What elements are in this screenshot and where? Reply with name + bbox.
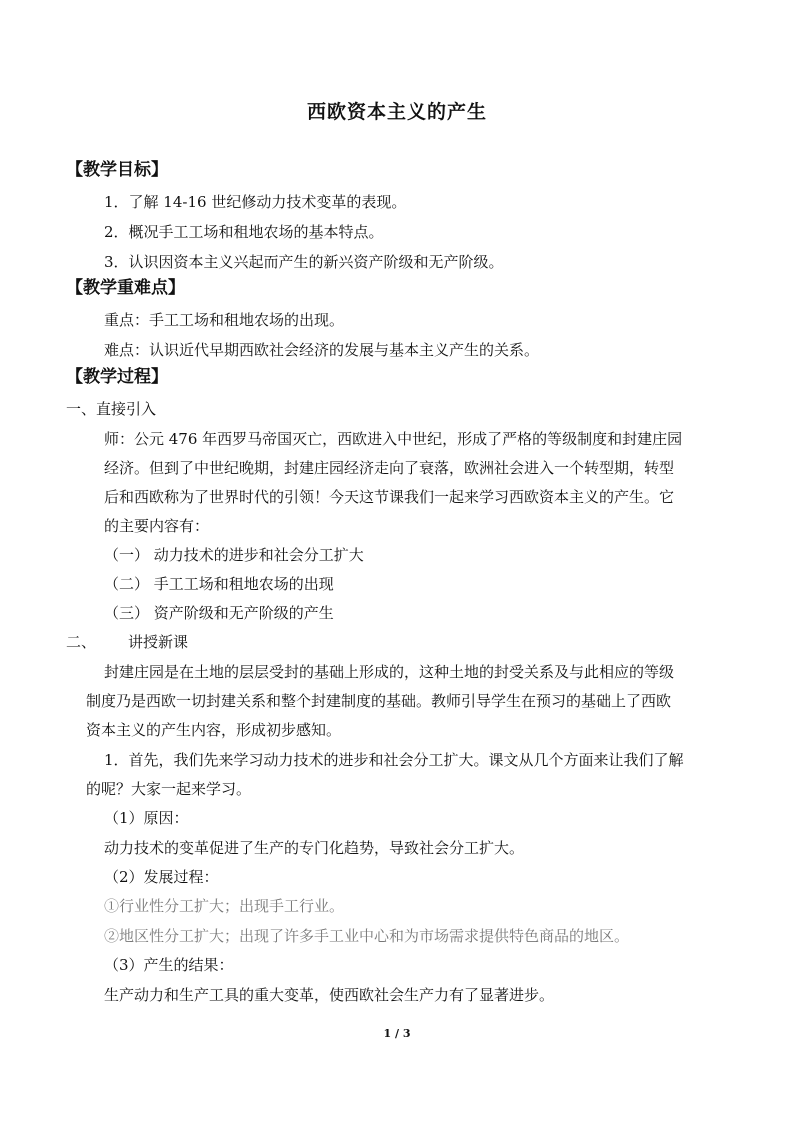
step1-line: 1．首先，我们先来学习动力技术的进步和社会分工扩大。课文从几个方面来让我们了解 <box>104 751 684 769</box>
part1-paragraph-line: 的主要内容有： <box>104 517 210 535</box>
document-title: 西欧资本主义的产生 <box>306 101 487 123</box>
part1-list-item: （一） 动力技术的进步和社会分工扩大 <box>104 546 364 564</box>
heading-teaching-goals: 【教学目标】 <box>66 160 168 180</box>
goal-item-2: 2．概况手工工场和租地农场的基本特点。 <box>104 223 384 241</box>
part2-paragraph-line: 资本主义的产生内容，形成初步感知。 <box>86 721 342 739</box>
part2-paragraph-line: 制度乃是西欧一切封建关系和整个封建制度的基础。教师引导学生在预习的基础上了西欧 <box>86 692 672 710</box>
result-text: 生产动力和生产工具的重大变革，使西欧社会生产力有了显著进步。 <box>104 986 555 1004</box>
heading-key-points: 【教学重难点】 <box>66 278 185 298</box>
development-label: （2）发展过程： <box>104 868 219 886</box>
development-item: ①行业性分工扩大；出现手工行业。 <box>104 897 345 915</box>
cause-label: （1）原因： <box>104 809 189 827</box>
part1-list-item: （二） 手工工场和租地农场的出现 <box>104 575 334 593</box>
part1-title: 一、直接引入 <box>66 400 157 418</box>
part2-paragraph-line: 封建庄园是在土地的层层受封的基础上形成的，这种土地的封受关系及与此相应的等级 <box>104 663 675 681</box>
development-item: ②地区性分工扩大；出现了许多手工业中心和为市场需求提供特色商品的地区。 <box>104 927 630 945</box>
part1-paragraph-line: 经济。但到了中世纪晚期，封建庄园经济走向了衰落，欧洲社会进入一个转型期，转型 <box>104 459 675 477</box>
part2-number: 二、 <box>66 633 97 651</box>
key-point: 重点：手工工场和租地农场的出现。 <box>104 311 345 329</box>
part1-paragraph-line: 师：公元 476 年西罗马帝国灭亡，西欧进入中世纪，形成了严格的等级制度和封建庄园 <box>104 430 683 448</box>
part2-title: 讲授新课 <box>128 633 189 651</box>
part1-list-item: （三） 资产阶级和无产阶级的产生 <box>104 604 334 622</box>
step1-line: 的呢？大家一起来学习。 <box>86 780 252 798</box>
part1-paragraph-line: 后和西欧称为了世界时代的引领！今天这节课我们一起来学习西欧资本主义的产生。它 <box>104 488 675 506</box>
page-number: 1 / 3 <box>383 1027 411 1040</box>
difficult-point: 难点：认识近代早期西欧社会经济的发展与基本主义产生的关系。 <box>104 341 540 359</box>
result-label: （3）产生的结果： <box>104 956 234 974</box>
heading-teaching-process: 【教学过程】 <box>66 367 168 387</box>
goal-item-3: 3．认识因资本主义兴起而产生的新兴资产阶级和无产阶级。 <box>104 253 504 271</box>
goal-item-1: 1．了解 14-16 世纪修动力技术变革的表现。 <box>104 193 407 211</box>
cause-text: 动力技术的变革促进了生产的专门化趋势，导致社会分工扩大。 <box>104 839 525 857</box>
